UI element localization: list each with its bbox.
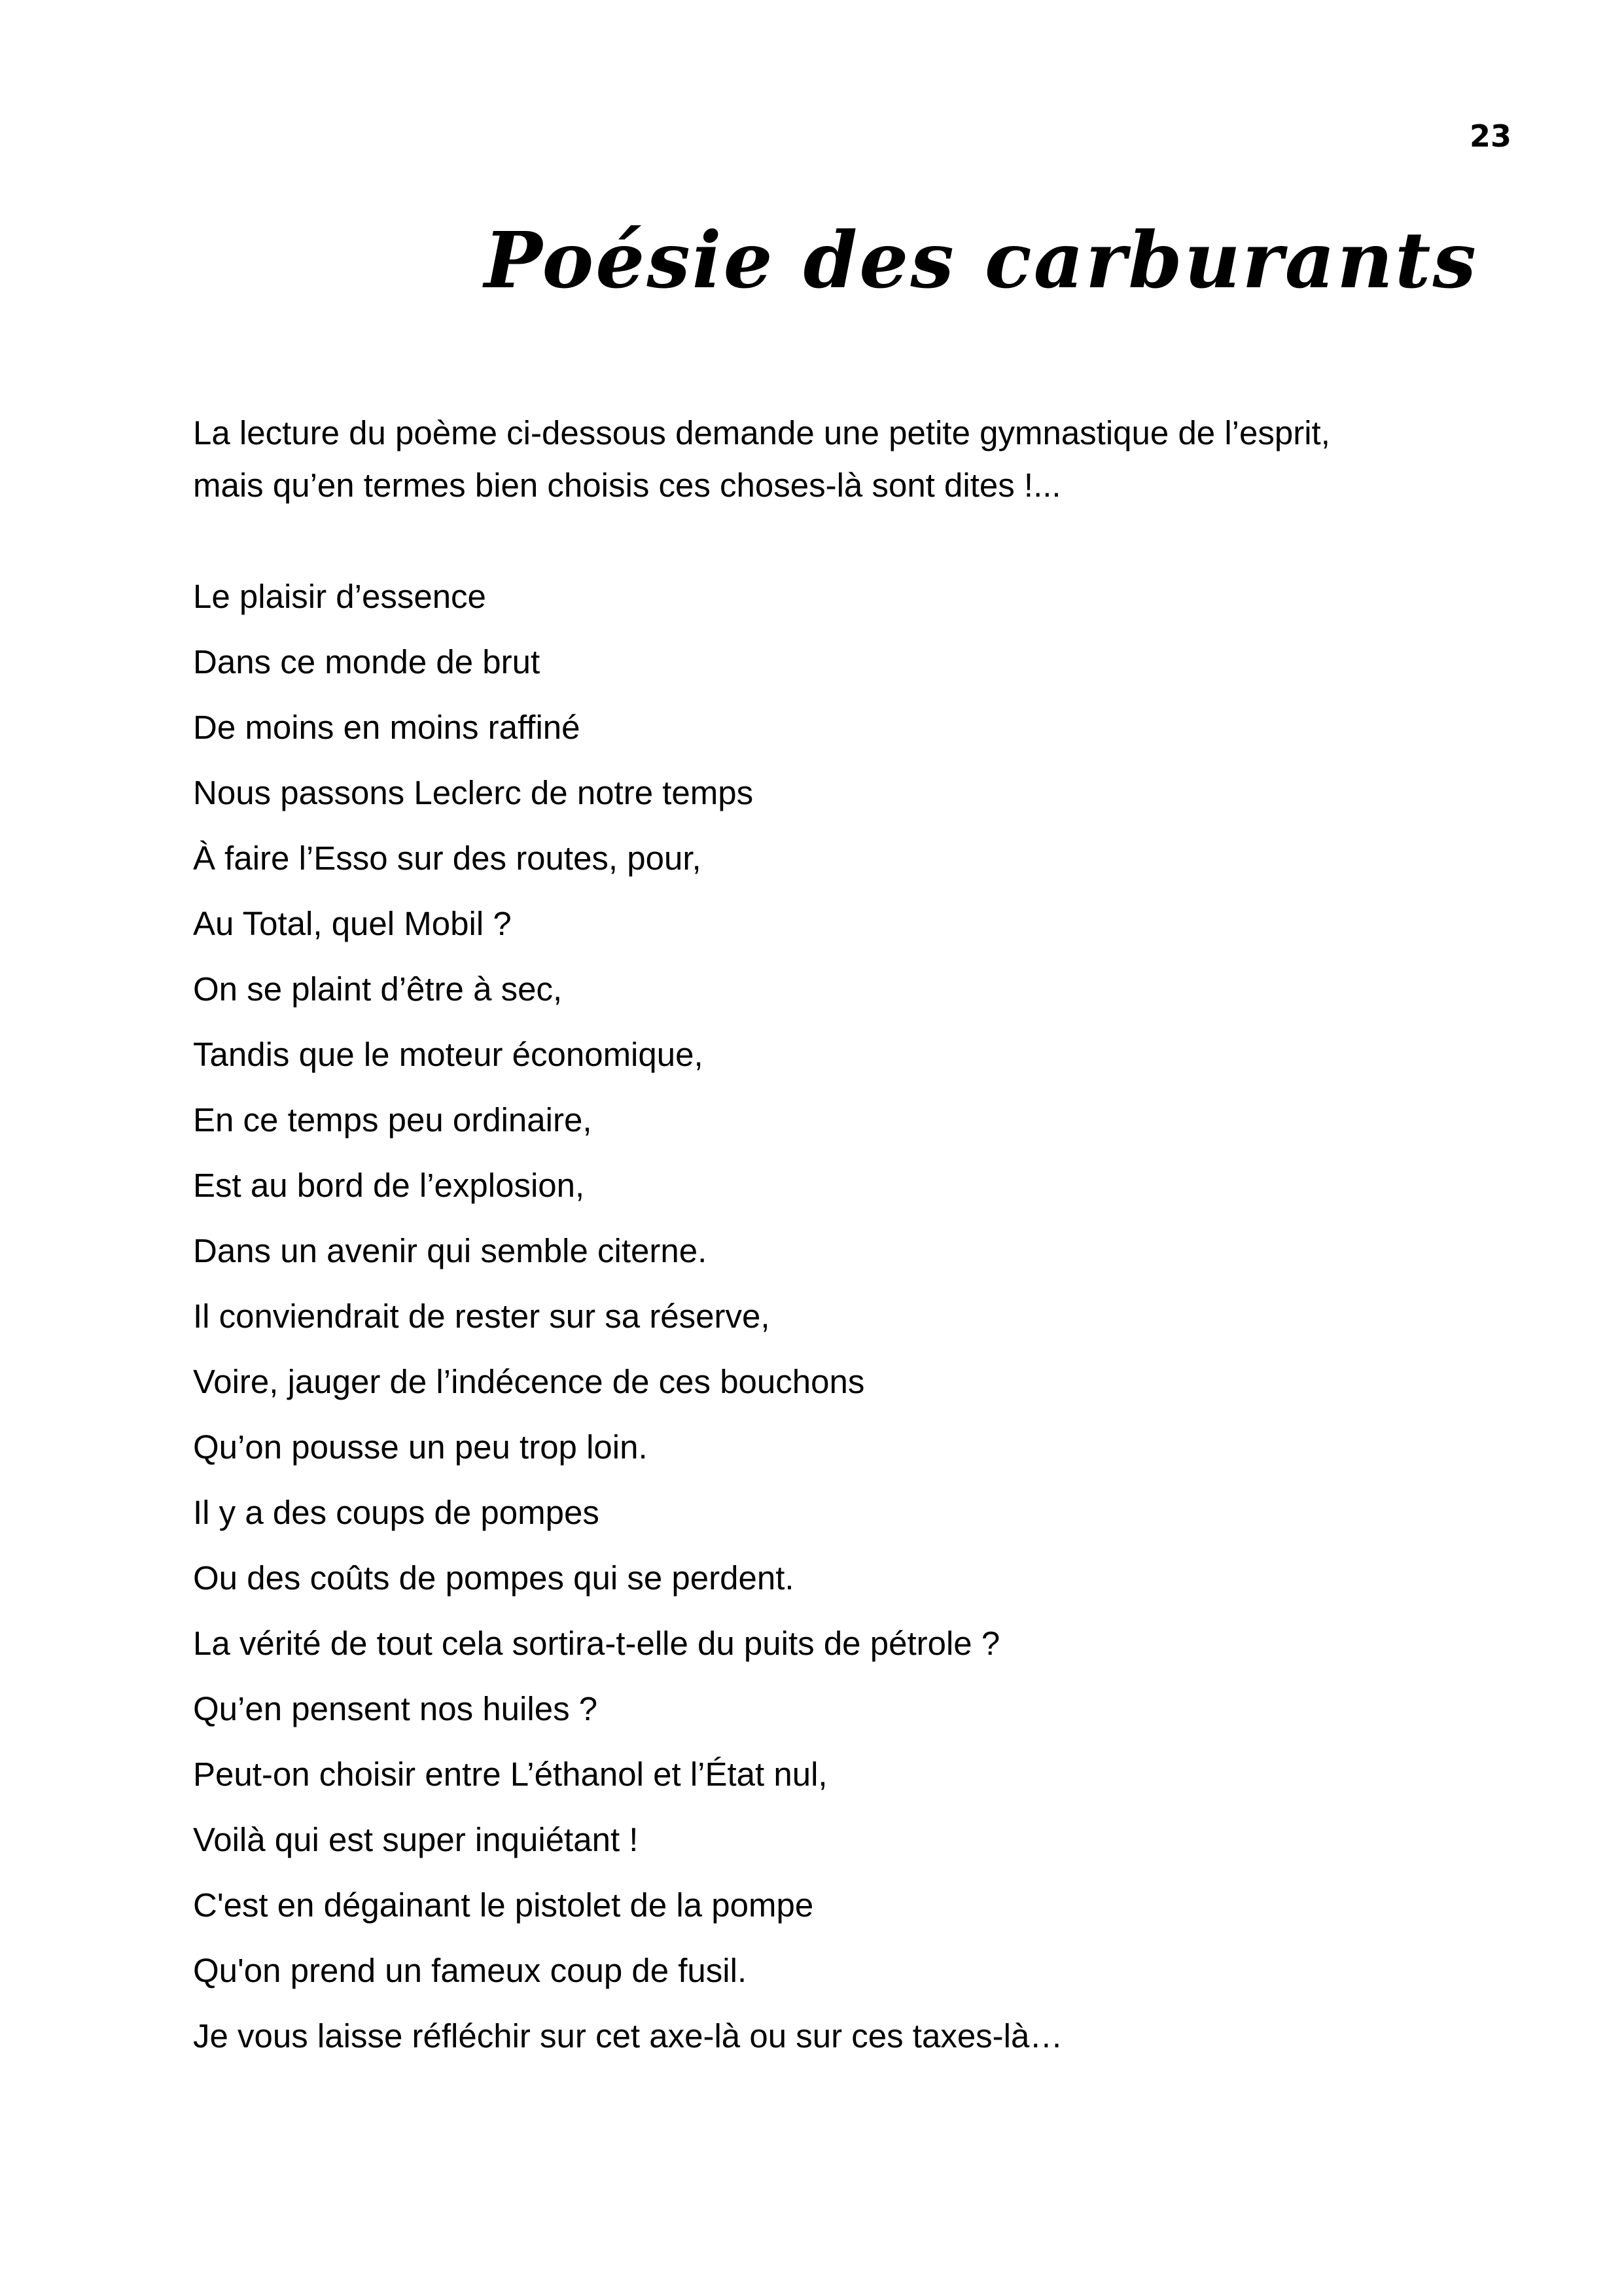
poem-line: Au Total, quel Mobil ? bbox=[193, 905, 512, 942]
poem-line: Qu’en pensent nos huiles ? bbox=[193, 1690, 598, 1727]
poem-line: À faire l’Esso sur des routes, pour, bbox=[193, 839, 701, 877]
poem-line: Voire, jauger de l’indécence de ces bouchons bbox=[193, 1363, 865, 1400]
poem bbox=[193, 564, 1469, 2069]
poem-line: Il conviendrait de rester sur sa réserve, bbox=[193, 1298, 770, 1335]
poem-line: Dans un avenir qui semble citerne. bbox=[193, 1232, 707, 1269]
page-number: 23 bbox=[1469, 118, 1511, 154]
poem-line: Nous passons Leclerc de notre temps bbox=[193, 774, 754, 811]
poem-line: Ou des coûts de pompes qui se perdent. bbox=[193, 1559, 794, 1597]
poem-line: Peut-on choisir entre L’éthanol et l’État nul, bbox=[193, 1756, 828, 1793]
intro-paragraph bbox=[193, 407, 1469, 512]
intro-line: mais qu’en termes bien choisis ces choses-là sont dites !... bbox=[193, 467, 1061, 504]
poem-line: Le plaisir d’essence bbox=[193, 578, 486, 615]
poem-line: Est au bord de l’explosion, bbox=[193, 1167, 585, 1204]
poem-line: Dans ce monde de brut bbox=[193, 643, 540, 680]
poem-line: Qu’on pousse un peu trop loin. bbox=[193, 1428, 648, 1466]
poem-line: De moins en moins raffiné bbox=[193, 709, 580, 746]
poem-line: En ce temps peu ordinaire, bbox=[193, 1101, 592, 1139]
poem-line: Il y a des coups de pompes bbox=[193, 1494, 599, 1531]
poem-line: C'est en dégainant le pistolet de la pompe bbox=[193, 1886, 814, 1924]
intro-line: La lecture du poème ci-dessous demande une petite gymnastique de l’esprit, bbox=[193, 414, 1330, 451]
page-title: Poésie des carburants bbox=[484, 215, 1478, 306]
poem-line: Je vous laisse réfléchir sur cet axe-là ou sur ces taxes-là… bbox=[193, 2017, 1063, 2055]
poem-line: Voilà qui est super inquiétant ! bbox=[193, 1821, 639, 1858]
poem-line: On se plaint d’être à sec, bbox=[193, 970, 563, 1008]
poem-line: La vérité de tout cela sortira-t-elle du puits de pétrole ? bbox=[193, 1625, 1000, 1662]
poem-line: Qu'on prend un fameux coup de fusil. bbox=[193, 1952, 747, 1989]
poem-line: Tandis que le moteur économique, bbox=[193, 1036, 703, 1073]
